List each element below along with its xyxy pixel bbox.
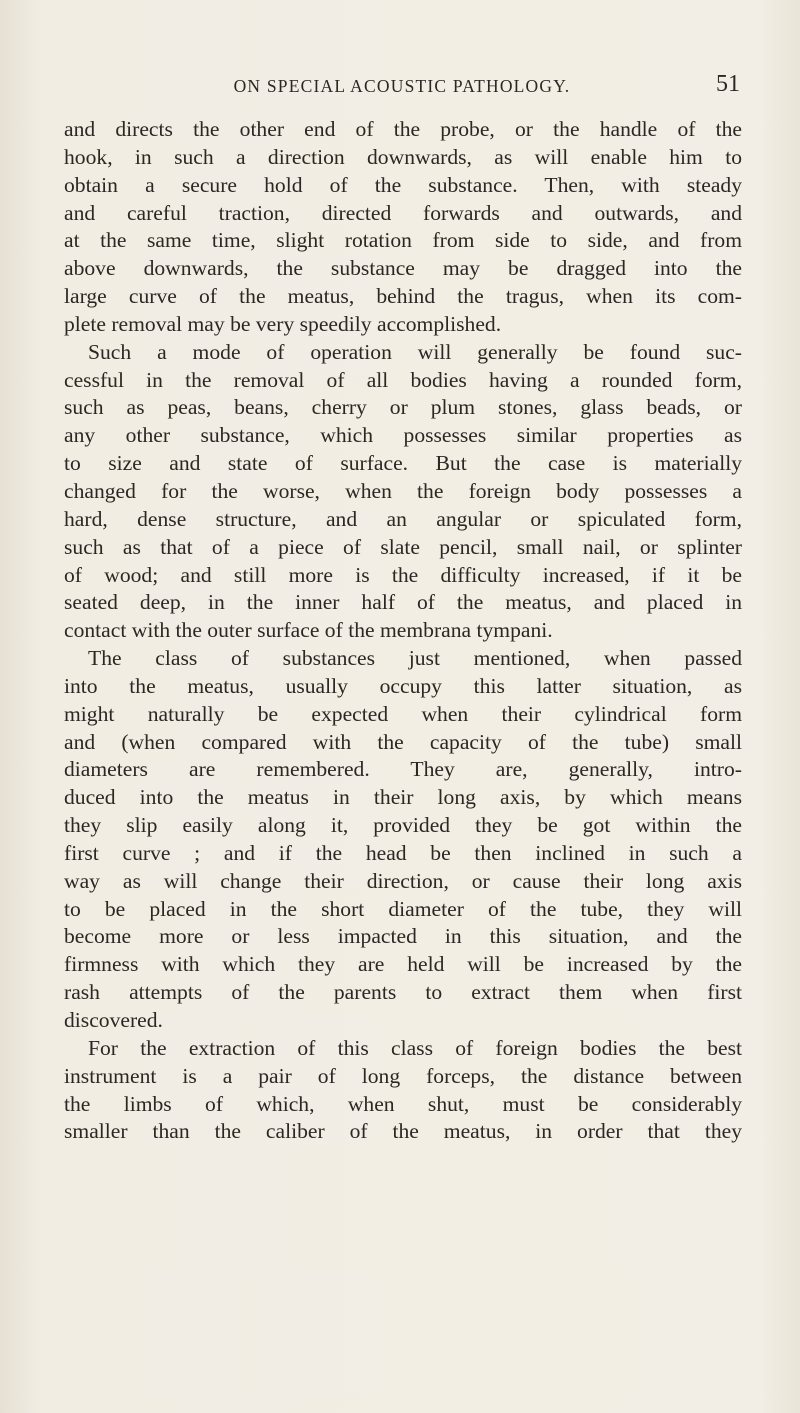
text-line: such as peas, beans, cherry or plum stones, glass beads, or bbox=[64, 395, 742, 420]
text-line: into the meatus, usually occupy this latter situation, as bbox=[64, 673, 742, 698]
text-line: instrument is a pair of long forceps, the distance between bbox=[64, 1063, 742, 1088]
body-text bbox=[64, 116, 742, 1146]
text-line: duced into the meatus in their long axis, by which means bbox=[64, 785, 742, 810]
text-line: any other substance, which possesses similar properties as bbox=[64, 423, 742, 448]
text-line: might naturally be expected when their cylindrical form bbox=[64, 701, 742, 726]
text-line: For the extraction of this class of foreign bodies the best bbox=[88, 1035, 742, 1060]
text-line: and (when compared with the capacity of the tube) small bbox=[64, 729, 742, 754]
text-line: plete removal may be very speedily accomplished. bbox=[64, 311, 502, 336]
text-line: of wood; and still more is the difficulty increased, if it be bbox=[64, 562, 742, 587]
text-line: discovered. bbox=[64, 1008, 163, 1032]
text-line: the limbs of which, when shut, must be considerably bbox=[64, 1091, 742, 1116]
text-line: way as will change their direction, or cause their long axis bbox=[64, 868, 742, 893]
text-line: rash attempts of the parents to extract them when first bbox=[64, 980, 742, 1005]
page-header bbox=[64, 70, 740, 106]
text-line: contact with the outer surface of the membrana tympani. bbox=[64, 618, 553, 643]
text-line: they slip easily along it, provided they be got within the bbox=[64, 813, 742, 838]
text-line: seated deep, in the inner half of the meatus, and placed in bbox=[64, 590, 742, 615]
text-line: become more or less impacted in this situation, and the bbox=[64, 924, 742, 949]
text-line: Such a mode of operation will generally be found suc- bbox=[88, 339, 742, 364]
text-line: The class of substances just mentioned, when passed bbox=[88, 646, 742, 671]
text-line: and directs the other end of the probe, or the handle of the bbox=[64, 117, 742, 141]
text-line: firmness with which they are held will be increased by the bbox=[64, 952, 742, 977]
text-line: hook, in such a direction downwards, as will enable him to bbox=[64, 144, 742, 169]
text-line: changed for the worse, when the foreign body possesses a bbox=[64, 478, 742, 503]
text-line: hard, dense structure, and an angular or spiculated form, bbox=[64, 506, 742, 531]
text-line: obtain a secure hold of the substance. Then, with steady bbox=[64, 172, 742, 197]
text-line: to be placed in the short diameter of the tube, they will bbox=[64, 896, 742, 921]
text-line: cessful in the removal of all bodies having a rounded form, bbox=[64, 367, 742, 392]
running-head: ON SPECIAL ACOUSTIC PATHOLOGY. bbox=[233, 76, 571, 96]
text-line: to size and state of surface. But the case is materially bbox=[64, 451, 742, 476]
text-line: such as that of a piece of slate pencil, small nail, or splinter bbox=[64, 534, 742, 559]
text-line: diameters are remembered. They are, generally, intro- bbox=[64, 757, 742, 782]
page-number: 51 bbox=[716, 71, 740, 97]
text-line: smaller than the caliber of the meatus, in order that they bbox=[64, 1119, 742, 1144]
text-line: first curve ; and if the head be then inclined in such a bbox=[64, 840, 742, 865]
text-line: at the same time, slight rotation from side to side, and from bbox=[64, 228, 742, 253]
text-line: above downwards, the substance may be dragged into the bbox=[64, 256, 742, 281]
text-line: large curve of the meatus, behind the tragus, when its com- bbox=[64, 284, 742, 309]
text-line: and careful traction, directed forwards and outwards, and bbox=[64, 200, 742, 225]
